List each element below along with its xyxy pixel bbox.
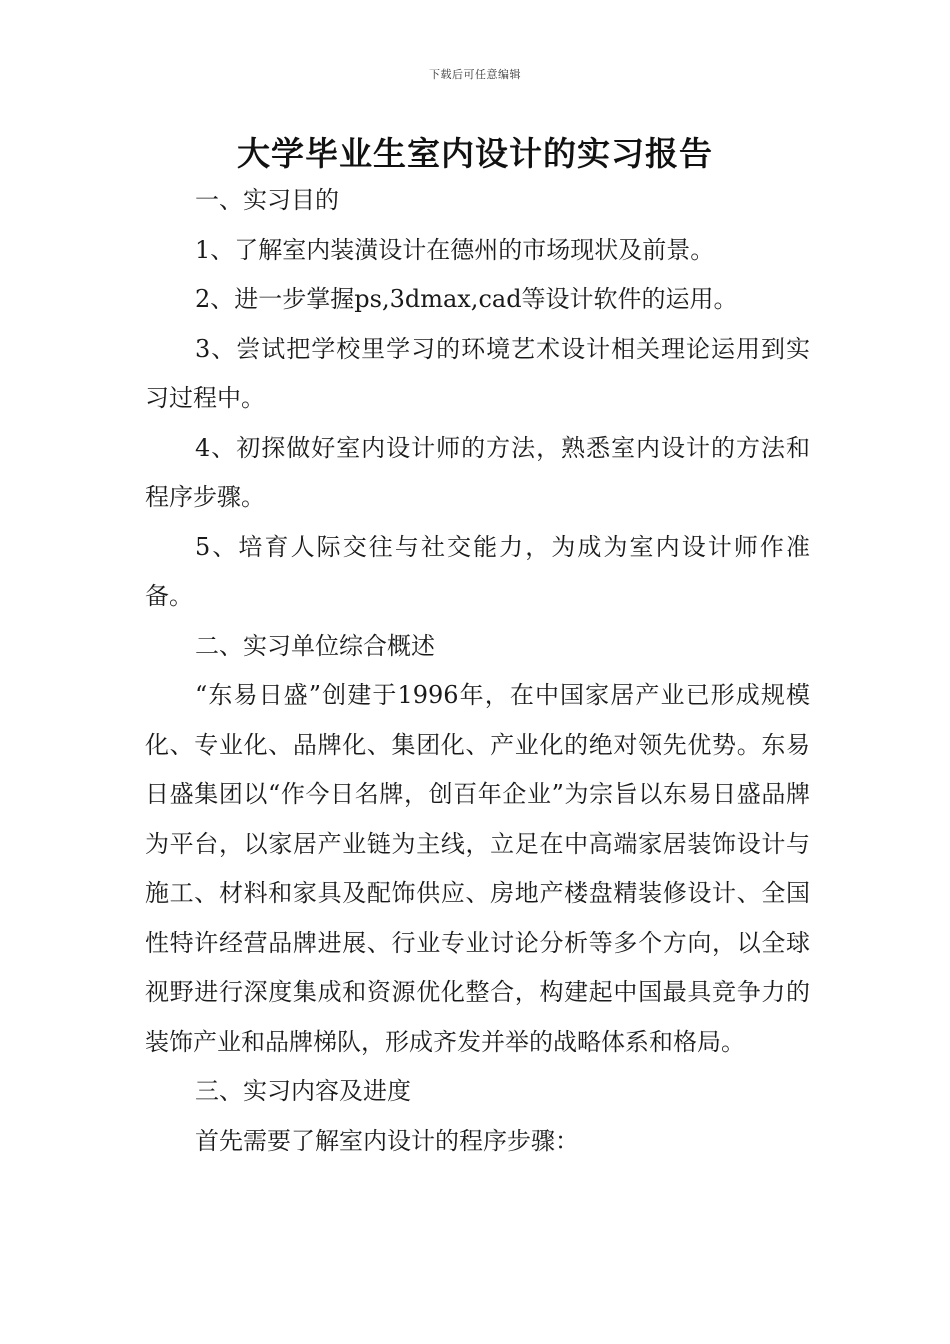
paragraph-item-2: 2、进一步掌握ps,3dmax,cad等设计软件的运用。: [195, 285, 738, 313]
paragraph-item-1: 1、了解室内装潢设计在德州的市场现状及前景。: [195, 235, 715, 264]
header-note: 下载后可任意编辑: [429, 68, 521, 81]
section-heading-purpose: 一、实习目的: [195, 186, 339, 214]
section-heading-content: 三、实习内容及进度: [195, 1077, 411, 1105]
document-title: 大学毕业生室内设计的实习报告: [237, 134, 713, 173]
paragraph-item-4: 4、初探做好室内设计师的方法，熟悉室内设计的方法和程序步骤。: [145, 433, 810, 511]
paragraph-company-overview: “东易日盛”创建于1996年，在中国家居产业已形成规模化、专业化、品牌化、集团化、产业化的绝对领先优势。东易日盛集团以“作今日名牌，创百年企业”为宗旨以东易日盛品牌为平台，以家居产业链为主线，立足在中高端家居装饰设计与施工、材料和家具及配饰供应、房地产楼盘精装修设计、全国性特许经营品牌进展、行业专业讨论分析等多个方向，以全球视野进行深度集成和资源优化整合，构建起中国最具竞争力的装饰产业和品牌梯队，形成齐发并举的战略体系和格局。: [145, 681, 810, 1056]
paragraph-procedure-intro: 首先需要了解室内设计的程序步骤：: [195, 1126, 579, 1155]
paragraph-item-3: 3、尝试把学校里学习的环境艺术设计相关理论运用到实习过程中。: [145, 334, 810, 412]
paragraph-item-5: 5、培育人际交往与社交能力，为成为室内设计师作准备。: [145, 532, 810, 610]
document-body: [145, 176, 810, 1166]
section-heading-company: 二、实习单位综合概述: [195, 631, 435, 660]
